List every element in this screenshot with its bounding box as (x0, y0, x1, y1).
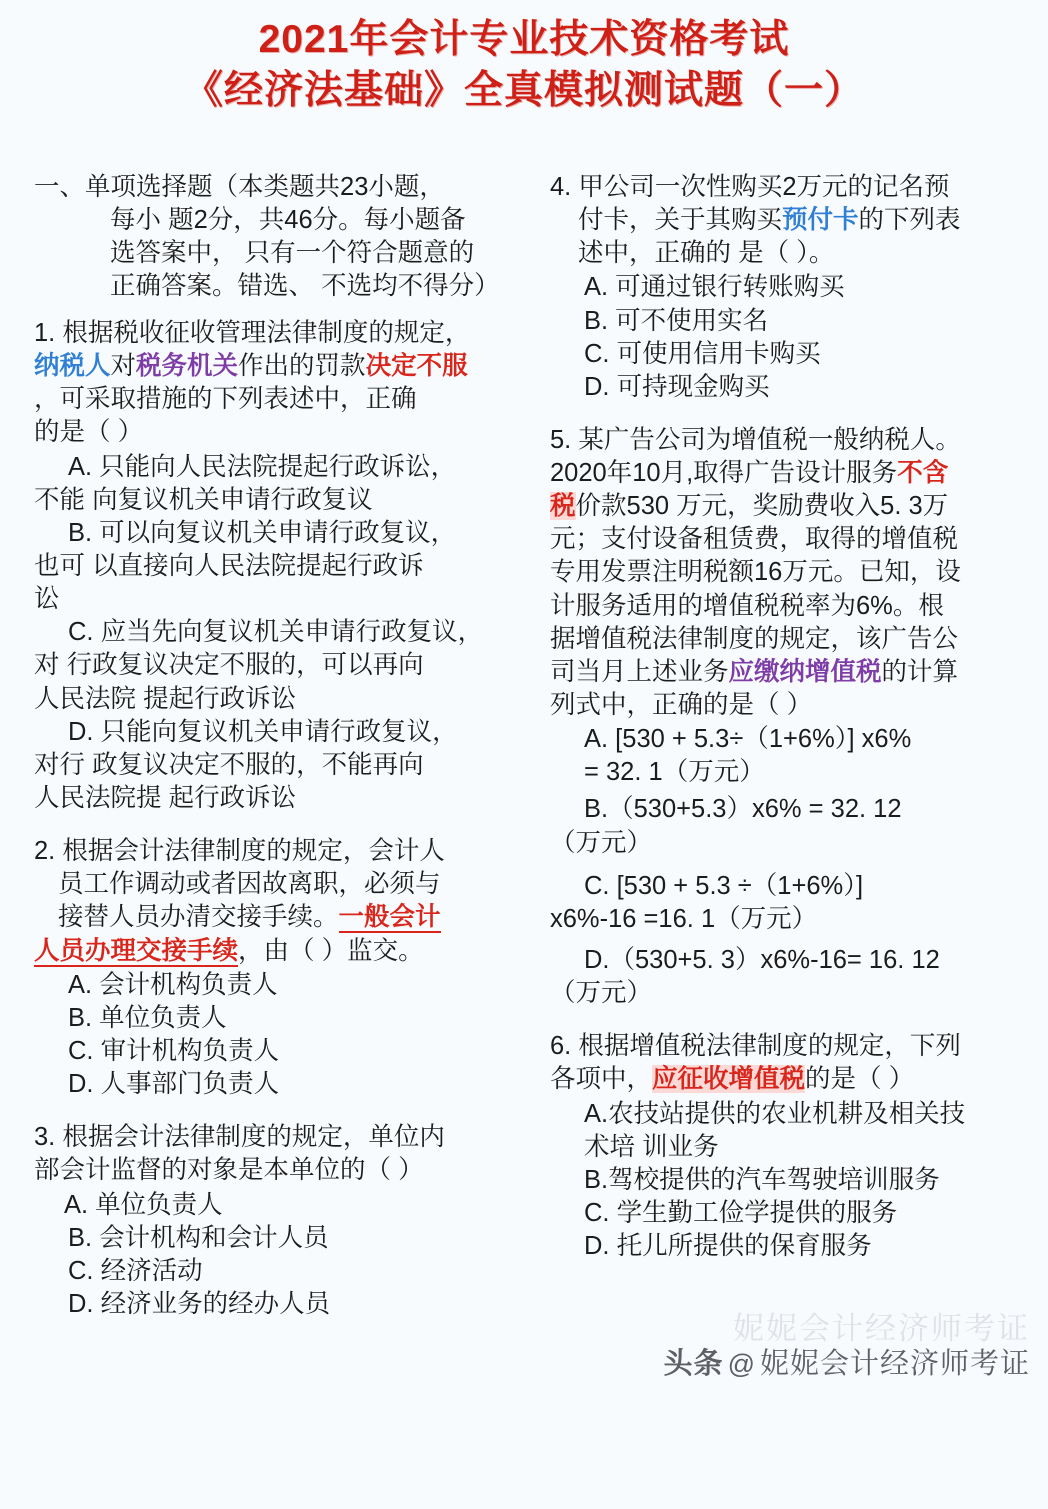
section-heading-line4: 正确答案。错选、 不选均不得分） (110, 271, 500, 300)
question-5 (550, 424, 1026, 1010)
q1-mid1: 对 (110, 352, 137, 381)
q1-tail: ，可采取措施的下列表述中，正确 (34, 385, 417, 414)
q6-highlight-vat-levied: 应征收增值税 (652, 1065, 806, 1094)
q2-stem-line3-pre: 接替人员办清交接手续。 (58, 903, 339, 932)
exam-body (0, 117, 1048, 1509)
q6-opt-a-line2: 术培 训业务 (584, 1132, 719, 1161)
q6-opt-a-line1: A.农技站提供的农业机耕及相关技 (584, 1099, 966, 1128)
q5-stem-line4: 元；支付设备租赁费，取得的增值税 (550, 525, 959, 554)
question-3-option-a: A. 单位负责人 (64, 1190, 223, 1219)
q2-highlight-part1: 一般会计 (338, 903, 441, 932)
q1-opt-c-line1: C. 应当先向复议机关申请行政复议， (68, 618, 484, 647)
question-4-stem (550, 171, 1026, 270)
q1-tail2: 的是（ ） (34, 418, 144, 447)
q1-highlight-tax-authority: 税务机关 (136, 352, 239, 381)
question-4 (550, 171, 1026, 404)
q1-opt-b-line2: 也可 以直接向人民法院提起行政诉 (34, 551, 424, 580)
question-6-option-d: D. 托儿所提供的保育服务 (584, 1232, 872, 1261)
watermark-ghost: 妮妮会计经济师考证 (733, 1311, 1030, 1346)
q5-opt-b-line1: B.（530+5.3）x6% = 32. 12 (584, 795, 902, 824)
q5-highlight-excl-tax-2: 税 (550, 492, 576, 521)
title-line-2: 《经济法基础》全真模拟测试题（一） (183, 69, 864, 113)
section-heading (34, 171, 506, 303)
q5-stem-line7: 据增值税法律制度的规定，该广告公 (550, 624, 959, 653)
question-6-option-b: B.驾校提供的汽车驾驶培训服务 (584, 1165, 940, 1194)
question-3 (34, 1121, 506, 1321)
document-title (0, 0, 1048, 117)
question-2-option-d: D. 人事部门负责人 (68, 1070, 280, 1099)
q1-opt-c-line2: 对 行政复议决定不服的，可以再向 (34, 651, 424, 680)
question-5-option-c (550, 870, 1026, 936)
q1-highlight-decision: 决定不服 (365, 352, 468, 381)
question-6-option-a (550, 1098, 1026, 1164)
q2-highlight-part2: 人员办理交接手续 (34, 936, 239, 965)
question-5-option-d (550, 944, 1026, 1010)
q5-highlight-excl-tax-1: 不含 (897, 459, 949, 488)
question-1-option-b (34, 517, 506, 616)
q4-stem-line3: 述中，正确的 是（ ）。 (578, 239, 835, 268)
q4-highlight-prepaid-card: 预付卡 (782, 206, 859, 235)
q6-stem-line2-post: 的是（ ） (805, 1065, 915, 1094)
watermark-source-badge: 头条 (663, 1348, 724, 1380)
watermark-at-symbol: @ (727, 1349, 756, 1379)
q5-opt-d-line2: （万元） (550, 979, 653, 1008)
q5-opt-c-line2: x6%-16 =16. 1（万元） (550, 904, 818, 933)
q5-opt-d-line1: D.（530+5. 3）x6%-16= 16. 12 (584, 946, 940, 975)
question-4-option-c: C. 可使用信用卡购买 (584, 339, 821, 368)
q4-stem-line2-pre: 付卡，关于其购买 (578, 206, 783, 235)
spacer (34, 1108, 506, 1121)
question-4-option-d: D. 可持现金购买 (584, 372, 770, 401)
q1-opt-d-line3: 人民法院提 起行政诉讼 (34, 783, 297, 812)
spacer (34, 822, 506, 835)
q5-stem-line8-post: 的计算 (881, 657, 959, 686)
q4-stem-line1: 4. 甲公司一次性购买2万元的记名预 (550, 172, 950, 201)
question-2-option-c: C. 审计机构负责人 (68, 1036, 280, 1065)
question-3-option-b: B. 会计机构和会计人员 (68, 1223, 329, 1252)
right-column (524, 171, 1036, 1270)
left-column (12, 171, 524, 1328)
q1-opt-d-line2: 对行 政复议决定不服的，不能再向 (34, 750, 424, 779)
q4-stem-line2-post: 的下列表 (858, 206, 961, 235)
watermark-handle: 妮妮会计经济师考证 (759, 1348, 1030, 1380)
q5-opt-b-line2: （万元） (550, 828, 653, 857)
q5-stem-line6: 计服务适用的增值税税率为6%。根 (550, 591, 944, 620)
q1-opt-b-line3: 讼 (34, 585, 60, 614)
q3-stem-line1: 3. 根据会计法律制度的规定，单位内 (34, 1123, 445, 1152)
question-2-option-a: A. 会计机构负责人 (68, 970, 278, 999)
section-heading-line2: 每小 题2分，共46分。每小题备 (110, 205, 466, 234)
question-3-option-d: D. 经济业务的经办人员 (68, 1289, 331, 1318)
q1-opt-a-line1: A. 只能向人民法院提起行政诉讼， (68, 452, 457, 481)
question-5-stem (550, 424, 1026, 722)
q5-opt-c-line1: C. [530 + 5.3 ÷（1+6%）] (584, 871, 864, 900)
q1-opt-a-line2: 不能 向复议机关申请行政复议 (34, 485, 373, 514)
question-1 (34, 317, 506, 815)
q2-stem-line2: 员工作调动或者因故离职，必须与 (58, 870, 441, 899)
q3-stem-line2: 部会计监督的对象是本单位的（ ） (34, 1156, 424, 1185)
question-6-stem (550, 1030, 1026, 1096)
question-1-option-d (34, 716, 506, 815)
question-2-option-b: B. 单位负责人 (68, 1003, 227, 1032)
question-5-option-b (550, 793, 1026, 859)
q5-stem-line3-post: 价款530 万元，奖励费收入5. 3万 (575, 492, 949, 521)
q1-mid2: 作出的罚款 (238, 352, 366, 381)
q1-opt-d-line1: D. 只能向复议机关申请行政复议， (68, 717, 458, 746)
spacer (550, 1017, 1026, 1030)
q5-stem-line1: 5. 某广告公司为增值税一般纳税人。 (550, 425, 961, 454)
q6-stem-line2-pre: 各项中， (550, 1065, 653, 1094)
q1-stem-pre: 1. 根据税收征收管理法律制度的规定， (34, 319, 471, 347)
q1-opt-b-line1: B. 可以向复议机关申请行政复议， (68, 518, 457, 547)
question-3-stem (34, 1121, 506, 1187)
question-2 (34, 835, 506, 1101)
question-1-option-a (34, 451, 506, 517)
section-lead: 一、 (34, 172, 86, 201)
q5-highlight-payable-vat: 应缴纳增值税 (728, 657, 882, 686)
question-5-option-a (550, 723, 1026, 789)
question-1-stem (34, 317, 506, 450)
q5-stem-line9: 列式中，正确的是（ ） (550, 691, 813, 720)
q5-stem-line8-pre: 司当月上述业务 (550, 657, 729, 686)
q5-stem-line5: 专用发票注明税额16万元。已知，设 (550, 558, 961, 587)
question-2-stem (34, 835, 506, 968)
q5-stem-line2-pre: 2020年10月,取得广告设计服务 (550, 459, 898, 488)
question-6-option-c: C. 学生勤工俭学提供的服务 (584, 1199, 898, 1228)
title-line-1: 2021年会计专业技术资格考试 (258, 18, 790, 61)
q5-opt-a-line1: A. [530 + 5.3÷（1+6%）] x6% (584, 725, 912, 754)
q6-stem-line1: 6. 根据增值税法律制度的规定，下列 (550, 1032, 961, 1061)
section-heading-line3: 选答案中， 只有一个符合题意的 (110, 238, 475, 267)
question-4-option-b: B. 可不使用实名 (584, 306, 769, 335)
q1-highlight-taxpayer: 纳税人 (34, 352, 111, 381)
q1-opt-c-line3: 人民法院 提起行政诉讼 (34, 684, 297, 713)
question-4-option-a: A. 可通过银行转账购买 (584, 273, 845, 302)
q5-opt-a-line2: = 32. 1（万元） (584, 758, 765, 787)
spacer (550, 411, 1026, 424)
question-1-option-c (34, 616, 506, 715)
question-3-option-c: C. 经济活动 (68, 1256, 203, 1285)
q2-stem-line4-post: ，由（ ）监交。 (238, 936, 424, 965)
question-6 (550, 1030, 1026, 1263)
q2-stem-line1: 2. 根据会计法律制度的规定，会计人 (34, 837, 445, 866)
section-heading-text: 单项选择题（本类题共23小题， (85, 172, 445, 201)
